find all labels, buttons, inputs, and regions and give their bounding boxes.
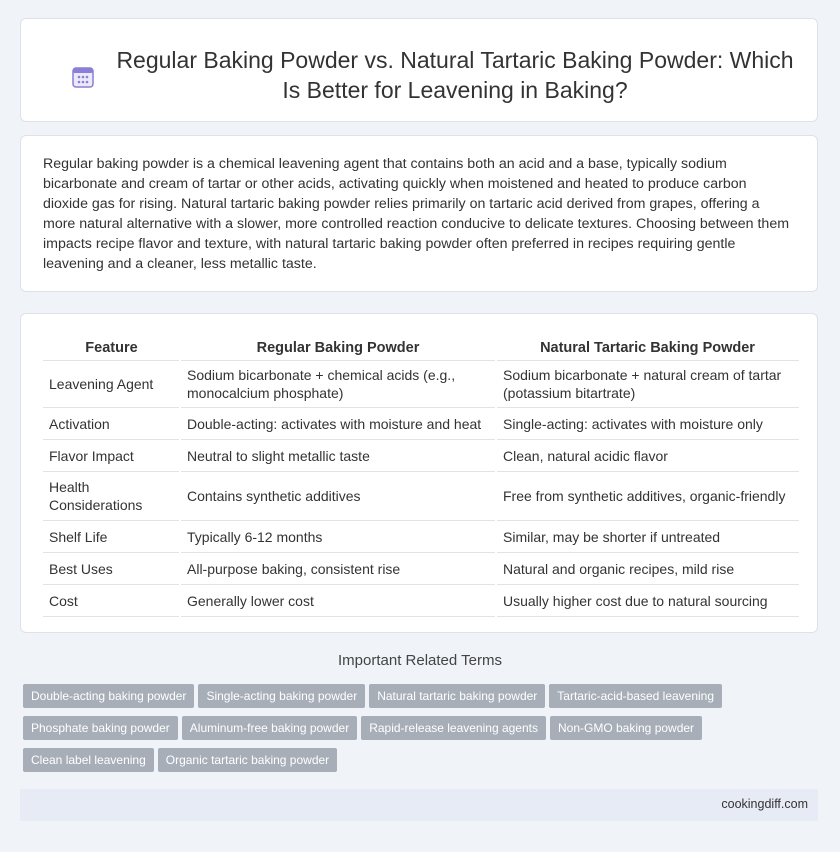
regular-cell: Neutral to slight metallic taste — [180, 440, 496, 472]
table-row — [43, 553, 799, 585]
page-title: Regular Baking Powder vs. Natural Tartaric Baking Powder: Which Is Better for Leavening in Baking? — [116, 47, 794, 103]
feature-cell: Cost — [43, 585, 180, 617]
regular-cell: Double-acting: activates with moisture and heat — [180, 408, 496, 440]
natural-cell: Similar, may be shorter if untreated — [496, 521, 799, 553]
regular-cell: Contains synthetic additives — [180, 472, 496, 521]
related-term-tag[interactable]: Clean label leavening — [23, 748, 154, 772]
natural-cell: Single-acting: activates with moisture only — [496, 408, 799, 440]
table-row — [43, 472, 799, 521]
header-feature: Feature — [43, 334, 180, 361]
related-terms-heading: Important Related Terms — [338, 652, 502, 669]
footer-site-link[interactable]: cookingdiff.com — [721, 797, 808, 811]
related-term-tag[interactable]: Double-acting baking powder — [23, 684, 194, 708]
related-term-tag[interactable]: Organic tartaric baking powder — [158, 748, 337, 772]
table-row — [43, 521, 799, 553]
header-natural: Natural Tartaric Baking Powder — [496, 334, 799, 361]
table-row — [43, 408, 799, 440]
related-term-tag[interactable]: Rapid-release leavening agents — [361, 716, 546, 740]
regular-cell: Sodium bicarbonate + chemical acids (e.g., monocalcium phosphate) — [180, 361, 496, 408]
feature-cell: Activation — [43, 408, 180, 440]
related-terms-list — [23, 684, 823, 780]
natural-cell: Natural and organic recipes, mild rise — [496, 553, 799, 585]
regular-cell: Typically 6-12 months — [180, 521, 496, 553]
table-row — [43, 361, 799, 408]
table-header-row — [43, 334, 799, 361]
natural-cell: Free from synthetic additives, organic-friendly — [496, 472, 799, 521]
calendar-icon — [71, 65, 95, 89]
related-term-tag[interactable]: Aluminum-free baking powder — [182, 716, 357, 740]
footer — [20, 789, 818, 821]
natural-cell: Sodium bicarbonate + natural cream of tartar (potassium bitartrate) — [496, 361, 799, 408]
feature-cell: Shelf Life — [43, 521, 180, 553]
related-term-tag[interactable]: Single-acting baking powder — [198, 684, 365, 708]
title-card — [20, 18, 818, 122]
regular-cell: All-purpose baking, consistent rise — [180, 553, 496, 585]
natural-cell: Usually higher cost due to natural sourcing — [496, 585, 799, 617]
table-row — [43, 440, 799, 472]
feature-cell: Best Uses — [43, 553, 180, 585]
comparison-table — [43, 334, 799, 617]
feature-cell: Health Considerations — [43, 472, 180, 521]
intro-card — [20, 135, 818, 292]
comparison-table-card — [20, 313, 818, 633]
regular-cell: Generally lower cost — [180, 585, 496, 617]
related-term-tag[interactable]: Non-GMO baking powder — [550, 716, 702, 740]
related-term-tag[interactable]: Tartaric-acid-based leavening — [549, 684, 722, 708]
natural-cell: Clean, natural acidic flavor — [496, 440, 799, 472]
header-regular: Regular Baking Powder — [180, 334, 496, 361]
intro-paragraph: Regular baking powder is a chemical leavening agent that contains both an acid and a base, typically sodium bicarbonate and cream of tartar or other acids, activating quickly when moistened and heated to produce carbon dioxide gas for rising. Natural tartaric baking powder relies primarily on tartaric acid derived from grapes, offering a more natural alternative with a slower, more controlled reaction conducive to delicate textures. Choosing between them impacts recipe flavor and texture, with natural tartaric baking powder often preferred in recipes requiring gentle leavening and a cleaner, less metallic taste. — [43, 156, 790, 272]
feature-cell: Flavor Impact — [43, 440, 180, 472]
related-term-tag[interactable]: Phosphate baking powder — [23, 716, 178, 740]
table-row — [43, 585, 799, 617]
feature-cell: Leavening Agent — [43, 361, 180, 408]
related-term-tag[interactable]: Natural tartaric baking powder — [369, 684, 545, 708]
